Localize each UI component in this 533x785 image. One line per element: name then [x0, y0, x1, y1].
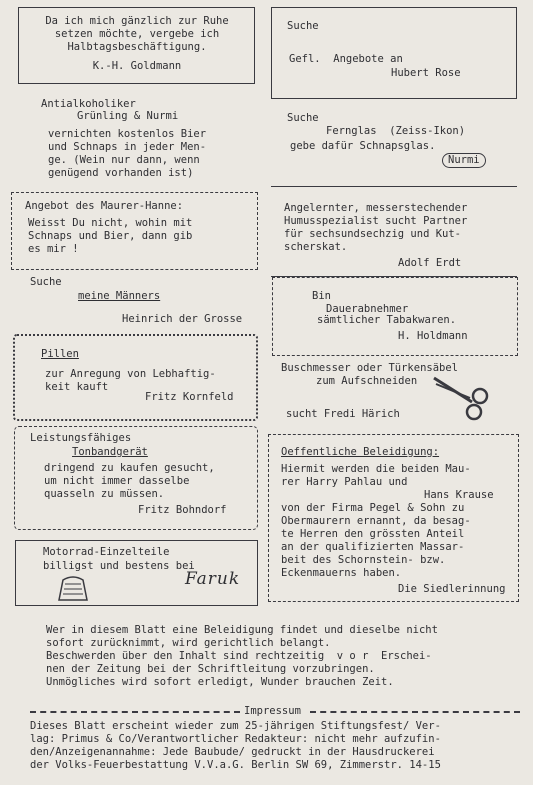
- ad-rose-title: Suche: [287, 20, 319, 32]
- impressum-line: den/Anzeigenannahme: Jede Baubude/ gedruckt in der Hausdruckerei: [30, 746, 435, 758]
- ad-fernglas-line: gebe dafür Schnapsglas.: [290, 140, 436, 152]
- ad-text-line: zur Anregung von Lebhaftig-: [45, 368, 216, 380]
- ad-beleidigung-line: te Herren den grössten Anteil: [281, 528, 465, 540]
- ad-beleidigung-line: Obermaurern ernannt, da besag-: [281, 515, 471, 527]
- ad-beleidigung-line: von der Firma Pegel & Sohn zu: [281, 502, 465, 514]
- impressum-heading: Impressum: [244, 705, 301, 717]
- ad-text-line: Weisst Du nicht, wohin mit: [28, 217, 193, 229]
- ad-text-line: dringend zu kaufen gesucht,: [44, 462, 215, 474]
- nurmi-stamp: Nurmi: [442, 153, 486, 168]
- ad-holdmann-line: sämtlicher Tabakwaren.: [317, 314, 457, 326]
- faruk-signature: Faruk: [185, 569, 241, 589]
- ad-erdt-signature: Adolf Erdt: [398, 257, 462, 269]
- ad-maurer-hanne: [25, 200, 192, 256]
- ad-text-line: Angelernter, messerstechender: [284, 202, 468, 214]
- ad-text-line: Da ich mich gänzlich zur Ruhe: [45, 15, 229, 27]
- ad-text-line: um nicht immer dasselbe: [44, 475, 190, 487]
- ad-tonband-body: [44, 462, 215, 501]
- ad-beleidigung-line: rer Harry Pahlau und: [281, 476, 408, 488]
- ad-fernglas-title: Suche: [287, 112, 319, 124]
- ad-text-line: ge. (Wein nur dann, wenn: [48, 154, 200, 166]
- ad-text-line: quasseln zu müssen.: [44, 488, 165, 500]
- notice-line: sofort zurücknimmt, wird gerichtlich belangt.: [46, 637, 331, 649]
- notice: [46, 624, 438, 689]
- ad-tonband-title: Tonbandgerät: [72, 446, 148, 458]
- ad-tonband-title: Leistungsfähiges: [30, 432, 132, 444]
- ad-rose-name: Hubert Rose: [391, 67, 461, 79]
- impressum: [30, 720, 441, 772]
- ad-beleidigung-title: Oeffentliche Beleidigung:: [281, 446, 440, 458]
- impressum-line: der Volks-Feuerbestattung V.V.a.G. Berlin SW 69, Zimmerstr. 14-15: [30, 759, 441, 771]
- scissors-icon: [432, 372, 496, 422]
- ad-beleidigung-line: beit des Schornstein- bzw.: [281, 554, 446, 566]
- ad-beleidigung-line: Hans Krause: [424, 489, 494, 501]
- ad-tonband-signature: Fritz Bohndorf: [138, 504, 227, 516]
- ad-text-line: für sechsundsechzig und Kut-: [284, 228, 462, 240]
- ad-text-line: Halbtagsbeschäftigung.: [67, 41, 207, 53]
- ad-haerich-line: sucht Fredi Härich: [286, 408, 400, 420]
- ad-text-line: und Schnaps in jeder Men-: [48, 141, 207, 153]
- divider: [271, 186, 517, 187]
- ad-maenners-title: Suche: [30, 276, 62, 288]
- ad-title: Angebot des Maurer-Hanne:: [25, 200, 184, 212]
- ad-signature: K.-H. Goldmann: [92, 60, 182, 72]
- impressum-rule-left: [30, 711, 240, 713]
- ad-antialkoholiker-title: Antialkoholiker: [41, 98, 136, 110]
- ad-text-line: setzen möchte, vergebe ich: [54, 28, 220, 40]
- ad-maenners-signature: Heinrich der Grosse: [122, 313, 243, 325]
- motor-part-icon: [55, 574, 91, 602]
- ad-text-line: Schnaps und Bier, dann gib: [28, 230, 193, 242]
- impressum-line: Dieses Blatt erscheint wieder zum 25-jährigen Stiftungsfest/ Ver-: [30, 720, 441, 732]
- notice-line: Beschwerden über den Inhalt sind rechtzeitig v o r Erschei-: [46, 650, 432, 662]
- ad-pillen-title: Pillen: [41, 348, 79, 360]
- ad-pillen-signature: Fritz Kornfeld: [145, 391, 234, 403]
- impressum-line: lag: Primus & Co/Verantwortlicher Redakteur: nicht mehr aufzufin-: [30, 733, 441, 745]
- ad-text-line: vernichten kostenlos Bier: [48, 128, 207, 140]
- impressum-rule-right: [310, 711, 520, 713]
- impressum-rule: [30, 705, 520, 718]
- notice-line: Wer in diesem Blatt eine Beleidigung findet und dieselbe nicht: [46, 624, 438, 636]
- ad-erdt: [284, 202, 467, 254]
- ad-text-line: Humusspezialist sucht Partner: [284, 215, 468, 227]
- ad-haerich-line: Buschmesser oder Türkensäbel: [281, 362, 459, 374]
- ad-holdmann-line: Dauerabnehmer: [326, 303, 409, 315]
- ad-beleidigung-line: an der qualifizierten Massar-: [281, 541, 465, 553]
- ad-antialkoholiker-subtitle: Grünling & Nurmi: [77, 110, 179, 122]
- ad-goldmann: [22, 15, 252, 73]
- ad-text-line: keit kauft: [45, 381, 109, 393]
- notice-line: nen der Zeitung bei der Schriftleitung vorzubringen.: [46, 663, 375, 675]
- ad-rose-line: Gefl. Angebote an: [289, 53, 403, 65]
- ad-beleidigung-signature: Die Siedlerinnung: [398, 583, 506, 595]
- ad-text-line: scherskat.: [284, 241, 348, 253]
- ad-beleidigung-line: Eckenmauerns haben.: [281, 567, 402, 579]
- ad-motorrad-title: Motorrad-Einzelteile: [43, 546, 170, 558]
- ad-fernglas-line: Fernglas (Zeiss-Ikon): [326, 125, 466, 137]
- ad-haerich-line: zum Aufschneiden: [316, 375, 418, 387]
- ad-text-line: es mir !: [28, 243, 79, 255]
- ad-motorrad-line: billigst und bestens bei: [43, 560, 195, 572]
- notice-line: Unmögliches wird sofort erledigt, Wunder brauchen Zeit.: [46, 676, 394, 688]
- ad-antialkoholiker-body: [48, 128, 206, 180]
- ad-maenners-item: meine Männers: [78, 290, 161, 302]
- ad-beleidigung-line: Hiermit werden die beiden Mau-: [281, 463, 471, 475]
- ad-holdmann-signature: H. Holdmann: [398, 330, 468, 342]
- ad-text-line: genügend vorhanden ist): [48, 167, 194, 179]
- ad-holdmann-bin: Bin: [312, 290, 331, 302]
